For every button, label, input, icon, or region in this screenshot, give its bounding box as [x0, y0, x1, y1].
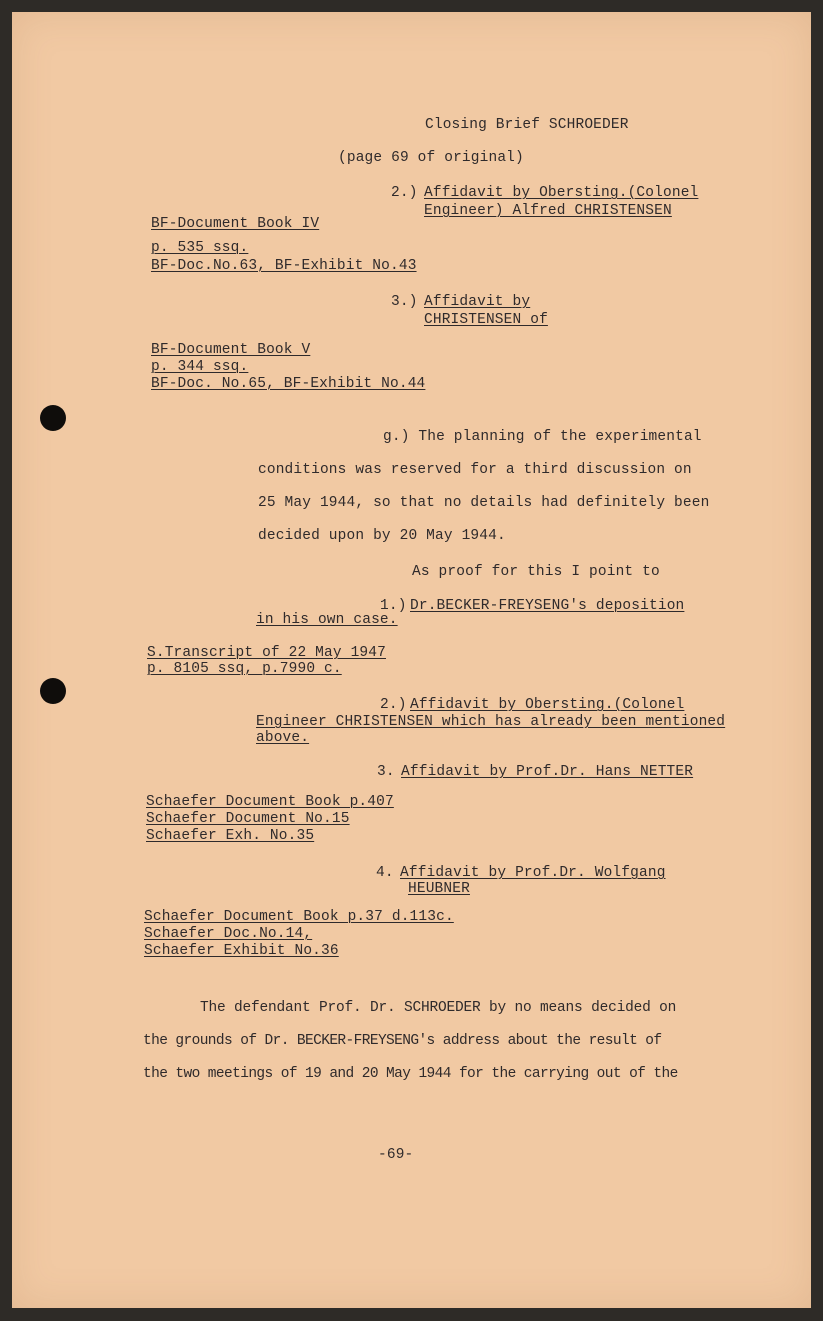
proof-line: Engineer CHRISTENSEN which has already been mentioned: [256, 714, 726, 730]
page-reference: (page 69 of original): [338, 150, 524, 166]
item-number: 2.): [380, 697, 407, 713]
item-number: 2.): [391, 185, 418, 201]
affidavit-line: Affidavit by: [424, 294, 531, 310]
reference-line: BF-Document Book IV: [151, 216, 320, 232]
document-page: [12, 12, 811, 1308]
reference-line: Schaefer Document Book p.37 d.113c.: [144, 909, 454, 925]
affidavit-line: Affidavit by Obersting.(Colonel: [424, 185, 699, 201]
reference-line: BF-Document Book V: [151, 342, 311, 358]
affidavit-line: Engineer) Alfred CHRISTENSEN: [424, 203, 672, 219]
reference-line: BF-Doc. No.65, BF-Exhibit No.44: [151, 376, 426, 392]
item-number: 1.): [380, 598, 407, 614]
proof-line: above.: [256, 730, 310, 746]
proof-line: in his own case.: [256, 612, 398, 628]
reference-line: Schaefer Document No.15: [146, 811, 350, 827]
paragraph-line: the two meetings of 19 and 20 May 1944 for the carrying out of the: [143, 1066, 678, 1082]
reference-line: p. 344 ssq.: [151, 359, 249, 375]
reference-line: p. 535 ssq.: [151, 240, 249, 256]
proof-line: HEUBNER: [408, 881, 470, 897]
paragraph-line: g.) The planning of the experimental: [383, 429, 702, 445]
proof-line: Affidavit by Obersting.(Colonel: [410, 697, 685, 713]
paragraph-line: 25 May 1944, so that no details had definitely been: [258, 495, 710, 511]
item-number: 3.: [377, 764, 395, 780]
paragraph-line: As proof for this I point to: [412, 564, 660, 580]
paragraph-line: decided upon by 20 May 1944.: [258, 528, 506, 544]
item-number: 4.: [376, 865, 394, 881]
page-number: -69-: [378, 1147, 414, 1163]
paragraph-line: The defendant Prof. Dr. SCHROEDER by no means decided on: [200, 1000, 677, 1016]
reference-line: p. 8105 ssq, p.7990 c.: [147, 661, 342, 677]
proof-line: Affidavit by Prof.Dr. Hans NETTER: [401, 764, 694, 780]
reference-line: Schaefer Doc.No.14,: [144, 926, 313, 942]
affidavit-line: CHRISTENSEN of: [424, 312, 548, 328]
reference-line: Schaefer Exhibit No.36: [144, 943, 339, 959]
document-title: Closing Brief SCHROEDER: [425, 117, 629, 133]
punch-hole-top: [40, 405, 66, 431]
reference-line: Schaefer Document Book p.407: [146, 794, 394, 810]
punch-hole-bottom: [40, 678, 66, 704]
reference-line: Schaefer Exh. No.35: [146, 828, 315, 844]
paragraph-line: conditions was reserved for a third discussion on: [258, 462, 692, 478]
paragraph-line: the grounds of Dr. BECKER-FREYSENG's address about the result of: [143, 1033, 662, 1049]
proof-line: Dr.BECKER-FREYSENG's deposition: [410, 598, 685, 614]
proof-line: Affidavit by Prof.Dr. Wolfgang: [400, 865, 666, 881]
item-number: 3.): [391, 294, 418, 310]
reference-line: S.Transcript of 22 May 1947: [147, 645, 386, 661]
reference-line: BF-Doc.No.63, BF-Exhibit No.43: [151, 258, 417, 274]
